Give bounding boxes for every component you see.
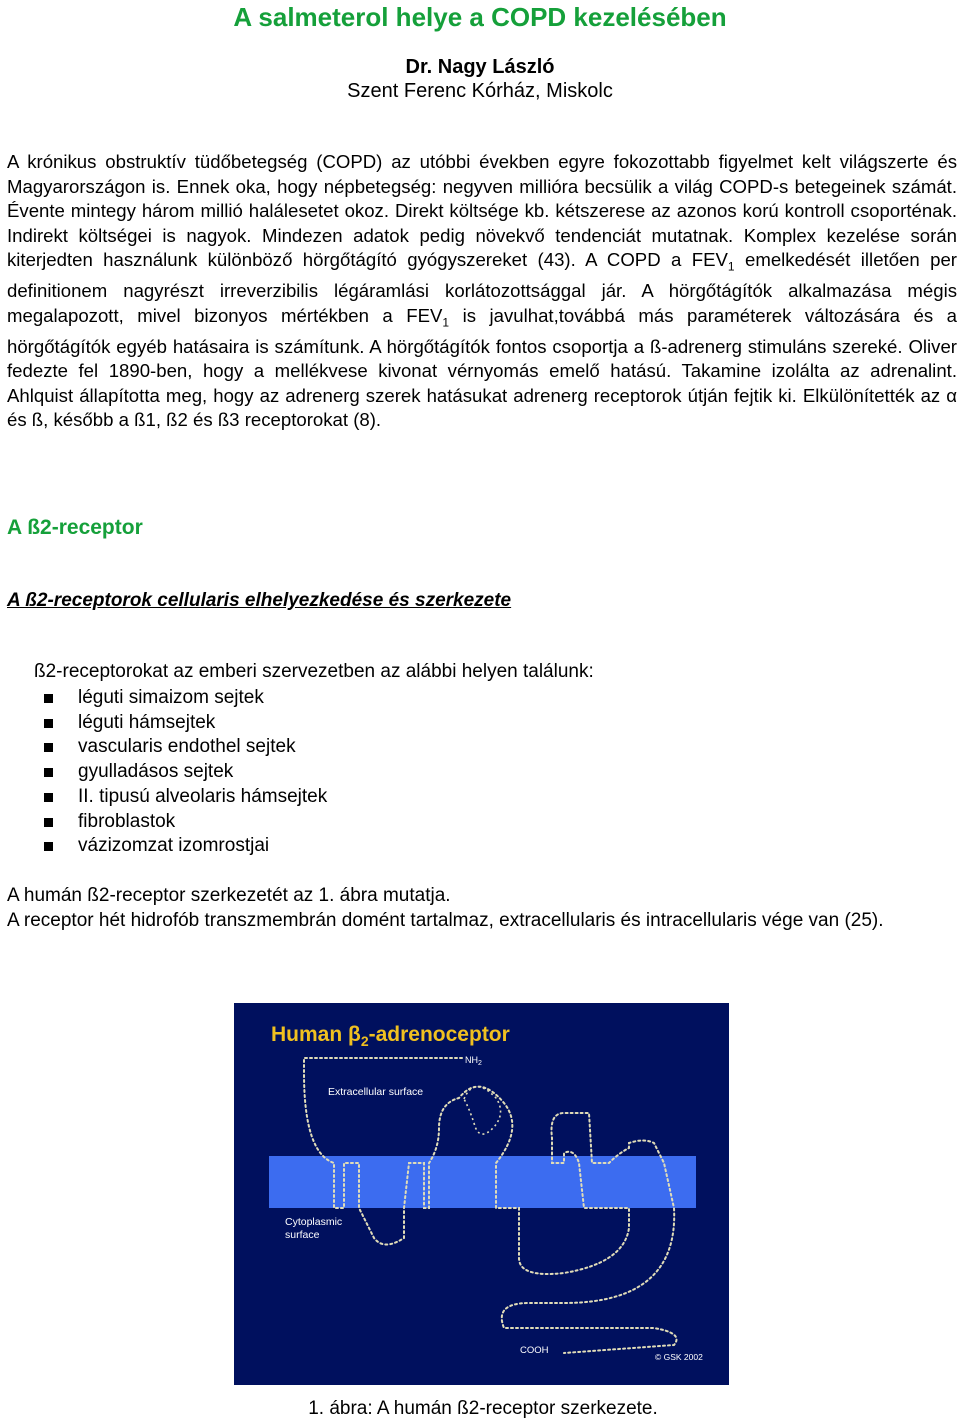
receptor-figure [234,1003,729,1385]
list-item: léguti simaizom sejtek [44,686,327,711]
cytoplasmic-label: surface [285,1229,320,1241]
document-title: A salmeterol helye a COPD kezelésében [233,2,727,32]
cooh-label: COOH [520,1345,549,1356]
fev-subscript: 1 [442,315,450,330]
list-item: gyulladásos sejtek [44,760,327,785]
nh2-label: $NH_2$ [465,1055,482,1067]
intro-text-2: emelkedését illetően per definitionem nagyrészt irreverzibilis légáramlási korlátozottsággal jár. A hörgőtágítók alkalmazása mégis megalapozott, mivel bizonyos mértékben a FEV [7,249,957,326]
copyright-label: © GSK 2002 [655,1352,703,1362]
square-bullet-icon [44,694,53,703]
list-intro: ß2-receptorokat az emberi szervezetben az alábbi helyen találunk: [34,661,594,682]
figure-title: Human $\beta_2$-adrenoceptor [271,1023,510,1049]
fev-subscript: 1 [727,259,735,274]
structure-line-2: A receptor hét hidrofób transzmembrán domént tartalmaz, extracellularis és intracellularis vége van (25). [7,909,884,931]
intro-text-1: A krónikus obstruktív tüdőbetegség (COPD) az utóbbi években egyre fokozottabb figyelmet kelt világszerte és Magyarországon is. Ennek oka, hogy népbetegség: negyven millióra becsülik a világ COPD-s betegeinek számát. Évente mintegy három millió halálesetet okoz. Direkt költsége kb. kétszerese az azonos korú kontroll csoporténak. Indirekt költségei is nagyok. Mindezen adatok pedig növekvő tendenciát mutatnak. Komplex kezelése során kiterjedten használunk különböző hörgőtágító gyógyszereket (43). A COPD a FEV [7,151,957,270]
square-bullet-icon [44,793,53,802]
cytoplasmic-label: Cytoplasmic [285,1216,343,1228]
list-item: vascularis endothel sejtek [44,735,327,760]
author-affiliation: Szent Ferenc Kórház, Miskolc [347,80,613,102]
square-bullet-icon [44,842,53,851]
extracellular-label: Extracellular surface [328,1086,424,1098]
figure-caption: 1. ábra: A humán ß2-receptor szerkezete. [308,1398,658,1419]
square-bullet-icon [44,818,53,827]
receptor-diagram [234,1003,729,1385]
square-bullet-icon [44,743,53,752]
square-bullet-icon [44,719,53,728]
structure-paragraph [7,884,957,933]
structure-line-1: A humán ß2-receptor szerkezetét az 1. ábra mutatja. [7,885,451,906]
list-item: II. tipusú alveolaris hámsejtek [44,785,327,810]
square-bullet-icon [44,768,53,777]
intro-paragraph [7,150,957,433]
intro-text-3: is javulhat,továbbá más paraméterek változására és a hörgőtágítók egyéb hatásaira is számítunk. A hörgőtágítók fontos csoportja a ß-adrenerg stimuláns szereké. Oliver fedezte fel 1890-ben, hogy a mellékvese kivonat vérnyomás emelő hatású. Takamine izolálta az adrenalint. Ahlquist állapította meg, hogy az adrenerg szerek hatásukat adrenerg receptorok útján fejtik ki. Elkülönítették az α és ß, később a ß1, ß2 és ß3 receptorokat (8). [7,304,957,431]
list-item: vázizomzat izomrostjai [44,834,327,859]
author-name: Dr. Nagy László [405,56,555,78]
location-list [44,686,327,859]
section-heading: A ß2-receptor [7,516,143,539]
receptor-loop [464,1087,501,1134]
list-item: fibroblastok [44,810,327,835]
section-subheading: A ß2-receptorok cellularis elhelyezkedése és szerkezete [7,590,512,611]
list-item: léguti hámsejtek [44,711,327,736]
